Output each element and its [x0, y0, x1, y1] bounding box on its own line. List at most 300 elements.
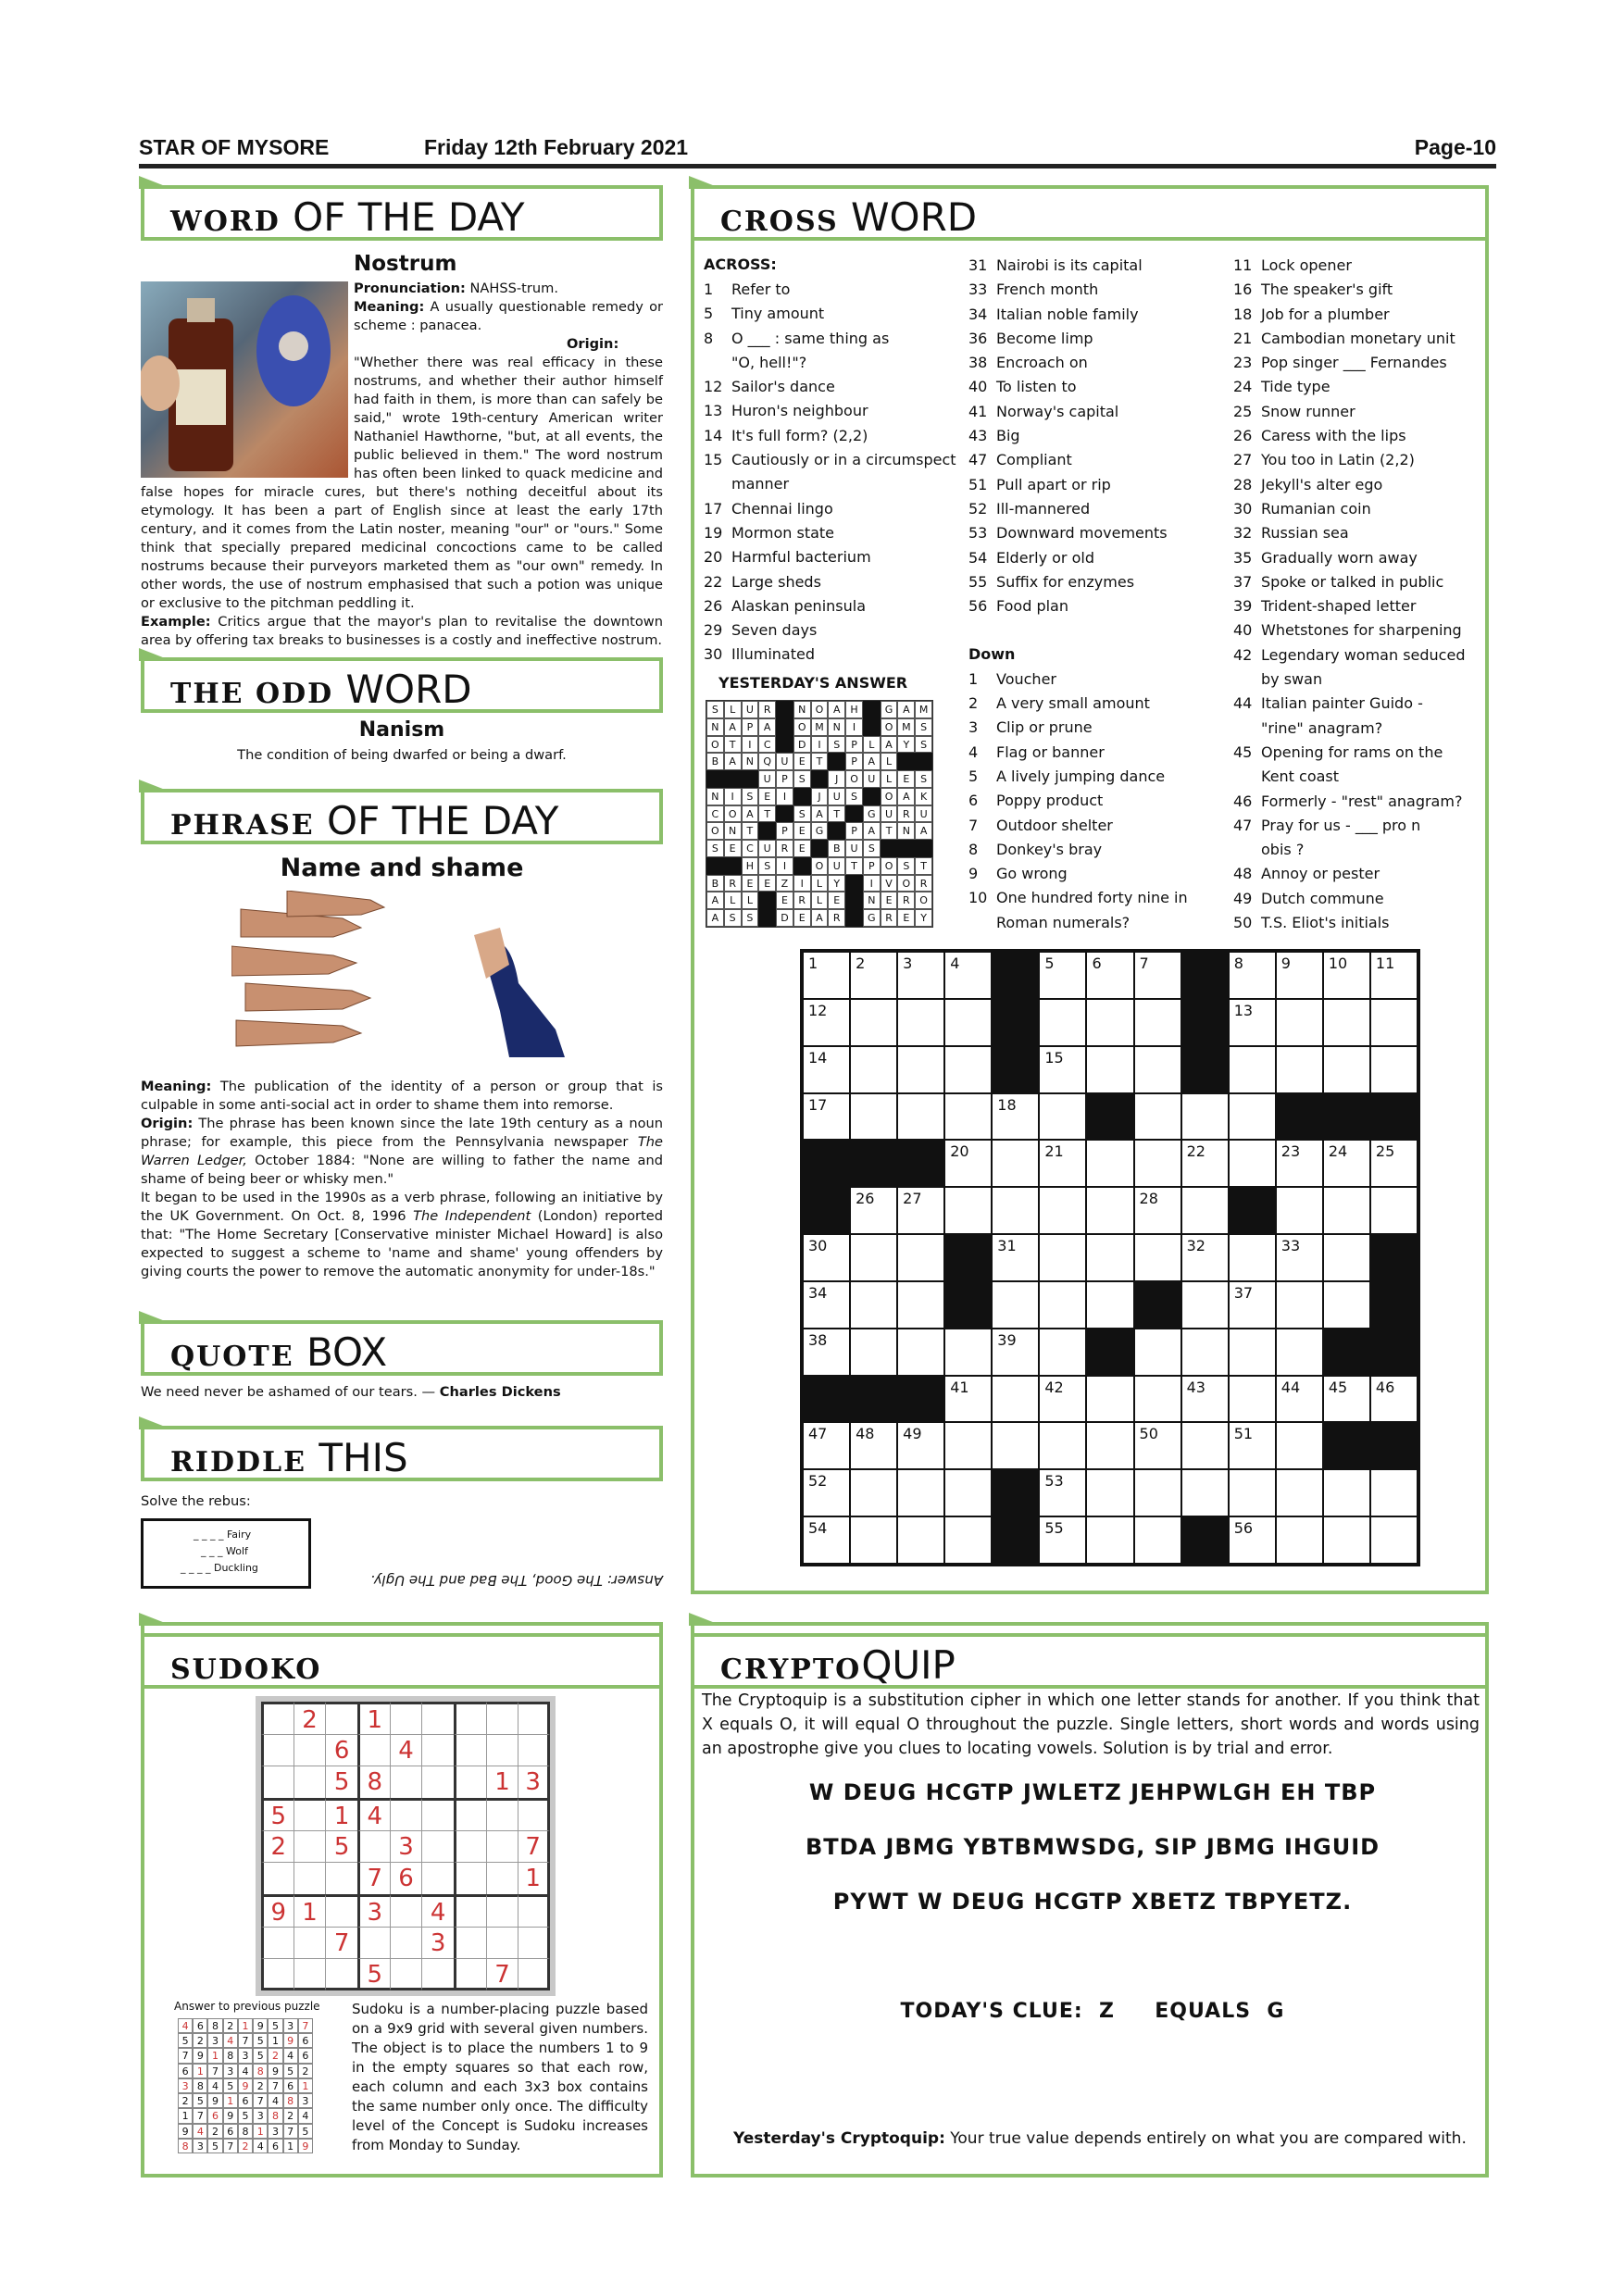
- crossword-cell[interactable]: 8: [1230, 953, 1275, 998]
- crossword-cell[interactable]: 11: [1371, 953, 1417, 998]
- crossword-cell[interactable]: 41: [945, 1377, 991, 1422]
- sudoku-cell[interactable]: [518, 1734, 550, 1766]
- crossword-cell[interactable]: [1135, 1094, 1181, 1140]
- crossword-cell[interactable]: 30: [804, 1235, 849, 1280]
- sudoku-cell[interactable]: [454, 1798, 486, 1830]
- sudoku-grid[interactable]: [261, 1702, 550, 1990]
- prev-sudoku-cell: 5: [193, 2093, 207, 2108]
- crossword-cell[interactable]: 23: [1277, 1141, 1322, 1186]
- prev-sudoku-cell: 6: [283, 2078, 298, 2093]
- crossword-cell[interactable]: [1040, 1094, 1085, 1140]
- crossword-cell[interactable]: [851, 1517, 896, 1563]
- riddle-header: [141, 1426, 663, 1481]
- clue-row: [1233, 741, 1483, 765]
- sudoku-cell[interactable]: [261, 1702, 294, 1734]
- crossword-cell[interactable]: 45: [1324, 1377, 1369, 1422]
- sudoku-cell[interactable]: [454, 1894, 486, 1927]
- sudoku-cell[interactable]: [294, 1927, 326, 1959]
- sudoku-cell[interactable]: 7: [486, 1958, 518, 1990]
- sudoku-cell[interactable]: 3: [421, 1927, 454, 1959]
- prev-sudoku-cell: 8: [207, 2018, 222, 2033]
- crossword-cell[interactable]: 37: [1230, 1282, 1275, 1328]
- sudoku-cell[interactable]: [294, 1862, 326, 1894]
- crossword-cell[interactable]: [1230, 1235, 1275, 1280]
- answer-cell: E: [758, 788, 776, 805]
- crossword-cell[interactable]: 43: [1182, 1377, 1228, 1422]
- black-square: [898, 1377, 943, 1422]
- crossword-cell[interactable]: [945, 1000, 991, 1045]
- header-big: THIS: [319, 1435, 408, 1480]
- sudoku-cell[interactable]: 1: [518, 1862, 550, 1894]
- sudoku-cell[interactable]: [486, 1798, 518, 1830]
- sudoku-cell[interactable]: [261, 1927, 294, 1959]
- sudoku-cell[interactable]: [486, 1702, 518, 1734]
- crossword-cell[interactable]: [898, 1329, 943, 1375]
- clue-row: [1233, 303, 1483, 327]
- answer-cell: S: [845, 788, 863, 805]
- crossword-cell[interactable]: 26: [851, 1188, 896, 1233]
- sudoku-cell[interactable]: [325, 1702, 357, 1734]
- crossword-cell[interactable]: [1371, 1517, 1417, 1563]
- crossword-cell[interactable]: 54: [804, 1517, 849, 1563]
- crossword-cell[interactable]: [993, 1423, 1038, 1468]
- crossword-cell[interactable]: [1135, 1517, 1181, 1563]
- answer-cell: R: [793, 892, 811, 909]
- crossword-cell[interactable]: [1324, 1235, 1369, 1280]
- prev-sudoku-cell: 2: [223, 2018, 238, 2033]
- crossword-cell[interactable]: [1135, 1377, 1181, 1422]
- sudoku-cell[interactable]: [486, 1894, 518, 1927]
- crossword-cell[interactable]: [1087, 1188, 1132, 1233]
- answer-cell: Y: [897, 736, 915, 754]
- sudoku-cell[interactable]: [390, 1702, 422, 1734]
- crossword-cell[interactable]: [1277, 1517, 1322, 1563]
- sudoku-cell[interactable]: 1: [325, 1798, 357, 1830]
- crossword-cell[interactable]: [1324, 1282, 1369, 1328]
- crossword-cell[interactable]: [1087, 1517, 1132, 1563]
- crossword-cell[interactable]: 51: [1230, 1423, 1275, 1468]
- crossword-cell[interactable]: 6: [1087, 953, 1132, 998]
- crossword-cell[interactable]: 15: [1040, 1047, 1085, 1092]
- sudoku-cell[interactable]: [325, 1958, 357, 1990]
- clue-number: 37: [1233, 572, 1253, 591]
- crossword-cell[interactable]: 13: [1230, 1000, 1275, 1045]
- crossword-cell[interactable]: 47: [804, 1423, 849, 1468]
- sudoku-cell[interactable]: 7: [325, 1927, 357, 1959]
- crossword-cell[interactable]: 3: [898, 953, 943, 998]
- crossword-cell[interactable]: [993, 1141, 1038, 1186]
- clue-row: [968, 862, 1218, 886]
- answer-cell: A: [724, 718, 742, 736]
- crossword-cell[interactable]: [1324, 1000, 1369, 1045]
- sudoku-cell[interactable]: [261, 1862, 294, 1894]
- sudoku-cell[interactable]: [421, 1830, 454, 1863]
- sudoku-cell[interactable]: [357, 1927, 390, 1959]
- sudoku-cell[interactable]: [294, 1766, 326, 1798]
- crossword-cell[interactable]: [1040, 1282, 1085, 1328]
- crossword-cell[interactable]: [993, 1377, 1038, 1422]
- header-small: PHRASE: [170, 809, 315, 842]
- crossword-cell[interactable]: [1182, 1329, 1228, 1375]
- crossword-cell[interactable]: [1371, 1047, 1417, 1092]
- crossword-cell[interactable]: 1: [804, 953, 849, 998]
- sudoku-cell[interactable]: [261, 1958, 294, 1990]
- crossword-cell[interactable]: 5: [1040, 953, 1085, 998]
- crossword-cell[interactable]: 49: [898, 1423, 943, 1468]
- prev-sudoku-cell: 5: [283, 2064, 298, 2078]
- black-square: [804, 1141, 849, 1186]
- sudoku-cell[interactable]: 1: [294, 1894, 326, 1927]
- clue-text: Dutch commune: [1261, 889, 1384, 907]
- sudoku-cell[interactable]: [390, 1894, 422, 1927]
- sudoku-cell[interactable]: 3: [390, 1830, 422, 1863]
- crossword-cell[interactable]: [851, 1094, 896, 1140]
- clue-text: French month: [996, 281, 1099, 299]
- crossword-cell[interactable]: 4: [945, 953, 991, 998]
- prev-sudoku-cell: 2: [298, 2064, 313, 2078]
- clue-number: 22: [704, 572, 723, 591]
- crossword-cell[interactable]: 44: [1277, 1377, 1322, 1422]
- crossword-cell[interactable]: [1040, 1235, 1085, 1280]
- sudoku-cell[interactable]: [454, 1734, 486, 1766]
- sudoku-cell[interactable]: [454, 1862, 486, 1894]
- sudoku-cell[interactable]: [486, 1862, 518, 1894]
- prev-sudoku-cell: 7: [268, 2078, 282, 2093]
- crossword-cell[interactable]: [1040, 1188, 1085, 1233]
- crossword-cell[interactable]: [1135, 1470, 1181, 1516]
- yesterday-answer-grid: [706, 700, 933, 928]
- crossword-cell[interactable]: 9: [1277, 953, 1322, 998]
- prev-sudoku-cell: 4: [238, 2064, 253, 2078]
- crossword-cell[interactable]: [898, 1235, 943, 1280]
- crossword-cell[interactable]: [1087, 1282, 1132, 1328]
- crossword-cell[interactable]: [1182, 1094, 1228, 1140]
- clue-text: Caress with the lips: [1261, 427, 1406, 445]
- crossword-cell[interactable]: 56: [1230, 1517, 1275, 1563]
- clue-text: Formerly - "rest" anagram?: [1261, 792, 1463, 810]
- sudoku-cell[interactable]: 3: [518, 1766, 550, 1798]
- crossword-cell[interactable]: 28: [1135, 1188, 1181, 1233]
- meaning-text: The publication of the identity of a person or group that is culpable in some anti-social act in order to shame them into remorse.: [141, 1079, 663, 1113]
- sudoku-cell[interactable]: [518, 1927, 550, 1959]
- sudoku-cell[interactable]: [454, 1702, 486, 1734]
- sudoku-cell[interactable]: 5: [357, 1958, 390, 1990]
- crossword-cell[interactable]: 21: [1040, 1141, 1085, 1186]
- sudoku-cell[interactable]: 2: [261, 1830, 294, 1863]
- crossword-cell[interactable]: [1277, 1423, 1322, 1468]
- crossword-cell[interactable]: [1135, 1000, 1181, 1045]
- crossword-cell[interactable]: [993, 1282, 1038, 1328]
- clue-row: [1233, 887, 1483, 911]
- crossword-cell[interactable]: [1277, 1470, 1322, 1516]
- black-square: [1087, 1329, 1132, 1375]
- crossword-cell[interactable]: [1087, 1141, 1132, 1186]
- crossword-cell[interactable]: [945, 1517, 991, 1563]
- answer-cell: S: [793, 805, 811, 823]
- crossword-cell[interactable]: 46: [1371, 1377, 1417, 1422]
- header-small: SUDOKO: [170, 1653, 322, 1686]
- crossword-cell[interactable]: [1182, 1470, 1228, 1516]
- crossword-cell[interactable]: 55: [1040, 1517, 1085, 1563]
- sudoku-cell[interactable]: [454, 1958, 486, 1990]
- across-title: ACROSS:: [704, 256, 777, 273]
- answer-cell: [758, 909, 776, 927]
- crossword-cell[interactable]: [1371, 1000, 1417, 1045]
- prev-sudoku-cell: 5: [223, 2078, 238, 2093]
- crossword-cell[interactable]: 42: [1040, 1377, 1085, 1422]
- crossword-cell[interactable]: [945, 1047, 991, 1092]
- crossword-grid[interactable]: [800, 949, 1420, 1566]
- sudoku-cell[interactable]: 6: [325, 1734, 357, 1766]
- answer-cell: I: [724, 788, 742, 805]
- sudoku-cell[interactable]: [454, 1766, 486, 1798]
- crossword-cell[interactable]: 2: [851, 953, 896, 998]
- clue-number: 50: [1233, 914, 1253, 932]
- crossword-cell[interactable]: 52: [804, 1470, 849, 1516]
- sudoku-cell[interactable]: 5: [325, 1830, 357, 1863]
- crossword-cell[interactable]: [945, 1329, 991, 1375]
- prev-sudoku-cell: 1: [238, 2018, 253, 2033]
- sudoku-cell[interactable]: 7: [518, 1830, 550, 1863]
- crossword-cell[interactable]: [1135, 1047, 1181, 1092]
- header-small: RIDDLE: [170, 1446, 306, 1479]
- crossword-cell[interactable]: 24: [1324, 1141, 1369, 1186]
- crossword-cell[interactable]: [1324, 1470, 1369, 1516]
- answer-cell: P: [776, 770, 793, 788]
- crossword-cell[interactable]: [1277, 1282, 1322, 1328]
- crossword-cell[interactable]: [851, 1235, 896, 1280]
- crossword-cell[interactable]: [993, 1188, 1038, 1233]
- crossword-cell[interactable]: 32: [1182, 1235, 1228, 1280]
- clue-text: Become limp: [996, 329, 1093, 347]
- crossword-cell[interactable]: 27: [898, 1188, 943, 1233]
- sudoku-cell[interactable]: [357, 1830, 390, 1863]
- sudoku-cell[interactable]: [486, 1927, 518, 1959]
- sudoku-cell[interactable]: [294, 1798, 326, 1830]
- crossword-cell[interactable]: [851, 1470, 896, 1516]
- answer-cell: N: [828, 718, 845, 736]
- crossword-cell[interactable]: [1135, 1329, 1181, 1375]
- sudoku-cell[interactable]: [390, 1927, 422, 1959]
- sudoku-cell[interactable]: [294, 1734, 326, 1766]
- answer-cell: [828, 822, 845, 840]
- sudoku-cell[interactable]: [261, 1734, 294, 1766]
- sudoku-cell[interactable]: [357, 1734, 390, 1766]
- sudoku-cell[interactable]: [390, 1766, 422, 1798]
- crossword-cell[interactable]: 39: [993, 1329, 1038, 1375]
- prev-sudoku-cell: 8: [193, 2078, 207, 2093]
- crossword-cell[interactable]: 50: [1135, 1423, 1181, 1468]
- crossword-cell[interactable]: [851, 1329, 896, 1375]
- crossword-cell[interactable]: [1087, 1235, 1132, 1280]
- sudoku-cell[interactable]: 2: [294, 1702, 326, 1734]
- crossword-cell[interactable]: [945, 1188, 991, 1233]
- quote-text: [141, 1383, 663, 1402]
- answer-cell: H: [742, 857, 759, 875]
- crossword-cell[interactable]: [1040, 1000, 1085, 1045]
- answer-cell: M: [915, 701, 932, 718]
- crossword-cell[interactable]: [1277, 1047, 1322, 1092]
- sudoku-cell[interactable]: [294, 1958, 326, 1990]
- sudoku-cell[interactable]: [390, 1958, 422, 1990]
- clue-row: [968, 765, 1218, 789]
- sudoku-cell[interactable]: [325, 1862, 357, 1894]
- crossword-cell[interactable]: [1182, 1423, 1228, 1468]
- crossword-cell[interactable]: 10: [1324, 953, 1369, 998]
- crossword-cell[interactable]: [1230, 1470, 1275, 1516]
- clue-text: Nairobi is its capital: [996, 256, 1143, 274]
- prev-sudoku-cell: 5: [207, 2139, 222, 2153]
- crossword-cell[interactable]: [1040, 1329, 1085, 1375]
- crossword-cell[interactable]: [898, 1047, 943, 1092]
- crossword-cell[interactable]: 20: [945, 1141, 991, 1186]
- crossword-cell[interactable]: 12: [804, 1000, 849, 1045]
- crossword-cell[interactable]: [898, 1000, 943, 1045]
- answer-cell: [758, 822, 776, 840]
- sudoku-cell[interactable]: [421, 1734, 454, 1766]
- crossword-cell[interactable]: [898, 1470, 943, 1516]
- paper-name: STAR OF MYSORE: [139, 135, 330, 159]
- clue-row: [968, 886, 1218, 910]
- black-square: [1371, 1282, 1417, 1328]
- sudoku-cell[interactable]: [325, 1894, 357, 1927]
- crossword-cell[interactable]: 33: [1277, 1235, 1322, 1280]
- crossword-cell[interactable]: [1182, 1282, 1228, 1328]
- crossword-cell[interactable]: [1087, 1377, 1132, 1422]
- clue-number: 27: [1233, 451, 1253, 469]
- crossword-cell[interactable]: [1277, 1188, 1322, 1233]
- crossword-cell[interactable]: [898, 1517, 943, 1563]
- sudoku-cell[interactable]: [421, 1766, 454, 1798]
- crossword-cell[interactable]: [1277, 1329, 1322, 1375]
- black-square: [1182, 1047, 1228, 1092]
- sudoku-cell[interactable]: 5: [325, 1766, 357, 1798]
- clue-text: Cautiously or in a circumspect: [731, 451, 956, 469]
- crossword-cell[interactable]: [945, 1470, 991, 1516]
- crossword-cell[interactable]: [1087, 1000, 1132, 1045]
- sudoku-cell[interactable]: [518, 1958, 550, 1990]
- sudoku-cell[interactable]: 9: [261, 1894, 294, 1927]
- crossword-cell[interactable]: [1135, 1235, 1181, 1280]
- sudoku-cell[interactable]: [518, 1798, 550, 1830]
- crossword-cell[interactable]: 34: [804, 1282, 849, 1328]
- crossword-cell[interactable]: 31: [993, 1235, 1038, 1280]
- prev-sudoku-cell: 9: [298, 2139, 313, 2153]
- crossword-cell[interactable]: 7: [1135, 953, 1181, 998]
- sudoku-cell[interactable]: 4: [421, 1894, 454, 1927]
- crossword-cell[interactable]: 25: [1371, 1141, 1417, 1186]
- crossword-cell[interactable]: [1324, 1188, 1369, 1233]
- sudoku-cell[interactable]: 1: [486, 1766, 518, 1798]
- answer-cell: R: [897, 892, 915, 909]
- crossword-cell[interactable]: [1182, 1188, 1228, 1233]
- crossword-cell[interactable]: [1087, 1047, 1132, 1092]
- sudoku-cell[interactable]: 8: [357, 1766, 390, 1798]
- meaning-label: Meaning:: [354, 299, 425, 315]
- prev-sudoku-cell: 2: [238, 2139, 253, 2153]
- crossword-cell[interactable]: 38: [804, 1329, 849, 1375]
- sudoku-cell[interactable]: 4: [390, 1734, 422, 1766]
- header-small: THE ODD: [170, 678, 334, 710]
- sudoku-cell[interactable]: [261, 1766, 294, 1798]
- sudoku-cell[interactable]: [454, 1927, 486, 1959]
- crossword-cell[interactable]: 17: [804, 1094, 849, 1140]
- sudoku-cell[interactable]: 6: [390, 1862, 422, 1894]
- crossword-cell[interactable]: [1230, 1141, 1275, 1186]
- sudoku-cell[interactable]: 4: [357, 1798, 390, 1830]
- answer-cell: S: [915, 718, 932, 736]
- sudoku-cell[interactable]: 7: [357, 1862, 390, 1894]
- prev-sudoku-cell: 3: [298, 2093, 313, 2108]
- black-square: [851, 1141, 896, 1186]
- corner-flag-icon: [139, 1311, 172, 1324]
- sudoku-cell[interactable]: 1: [357, 1702, 390, 1734]
- prev-sudoku-cell: 2: [178, 2093, 193, 2108]
- crossword-cell[interactable]: [1371, 1470, 1417, 1516]
- crossword-cell[interactable]: 22: [1182, 1141, 1228, 1186]
- crossword-cell[interactable]: [1230, 1094, 1275, 1140]
- crossword-cell[interactable]: [1087, 1423, 1132, 1468]
- crossword-cell[interactable]: [851, 1047, 896, 1092]
- sudoku-cell[interactable]: [518, 1702, 550, 1734]
- crossword-cell[interactable]: [1371, 1188, 1417, 1233]
- crossword-cell[interactable]: [1135, 1141, 1181, 1186]
- crossword-cell[interactable]: 53: [1040, 1470, 1085, 1516]
- crossword-cell[interactable]: [1087, 1470, 1132, 1516]
- sudoku-cell[interactable]: 3: [357, 1894, 390, 1927]
- crossword-cell[interactable]: [945, 1423, 991, 1468]
- clue-text: Cambodian monetary unit: [1261, 329, 1455, 347]
- crossword-cell[interactable]: [1324, 1517, 1369, 1563]
- sudoku-cell[interactable]: [294, 1830, 326, 1863]
- answer-cell: [845, 875, 863, 892]
- sudoku-cell[interactable]: [421, 1862, 454, 1894]
- answer-cell: E: [758, 875, 776, 892]
- crossword-cell[interactable]: [898, 1282, 943, 1328]
- clue-text: A very small amount: [996, 694, 1150, 713]
- sudoku-cell[interactable]: [486, 1830, 518, 1863]
- crossword-cell[interactable]: [1230, 1329, 1275, 1375]
- crossword-cell[interactable]: [1230, 1047, 1275, 1092]
- sudoku-cell[interactable]: [421, 1958, 454, 1990]
- answer-cell: U: [828, 857, 845, 875]
- clue-row: [1233, 717, 1483, 741]
- crossword-cell[interactable]: [851, 1282, 896, 1328]
- sudoku-cell[interactable]: [486, 1734, 518, 1766]
- answer-cell: [881, 840, 898, 857]
- sudoku-cell[interactable]: [454, 1830, 486, 1863]
- crossword-cell[interactable]: [1230, 1377, 1275, 1422]
- sudoku-cell[interactable]: 5: [261, 1798, 294, 1830]
- clue-row: [968, 327, 1218, 351]
- origin-text-cont: October 1884: "None are willing to father the name and shame of being beer or whisky men.": [141, 1153, 663, 1187]
- crossword-cell[interactable]: 18: [993, 1094, 1038, 1140]
- crossword-cell[interactable]: 48: [851, 1423, 896, 1468]
- sudoku-cell[interactable]: [390, 1798, 422, 1830]
- crossword-cell[interactable]: [851, 1000, 896, 1045]
- crossword-cell[interactable]: [945, 1094, 991, 1140]
- sudoku-cell[interactable]: [421, 1702, 454, 1734]
- crossword-cell[interactable]: 14: [804, 1047, 849, 1092]
- crossword-cell[interactable]: [898, 1094, 943, 1140]
- crossword-cell[interactable]: [1277, 1000, 1322, 1045]
- crossword-cell[interactable]: [1324, 1047, 1369, 1092]
- clue-row: [1233, 668, 1483, 692]
- crossword-cell[interactable]: [1040, 1423, 1085, 1468]
- sudoku-cell[interactable]: [518, 1894, 550, 1927]
- sudoku-cell[interactable]: [421, 1798, 454, 1830]
- answer-cell: E: [724, 840, 742, 857]
